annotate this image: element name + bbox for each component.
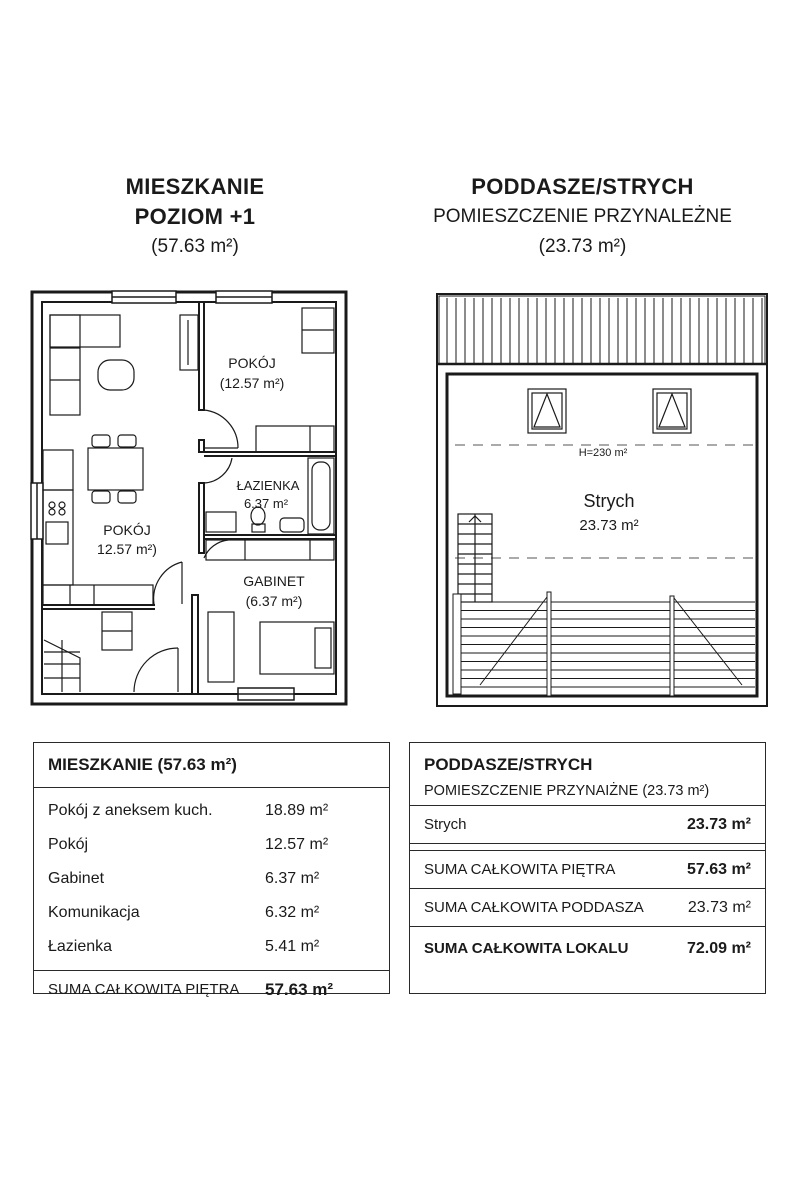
row-value: 5.41 m² bbox=[265, 938, 320, 955]
row-label: SUMA CAŁKOWITA PODDASZA bbox=[424, 899, 644, 916]
entrance-door bbox=[134, 648, 178, 692]
roof-overhang bbox=[439, 296, 765, 364]
table-subtitle: POMIESZCZENIE PRZYNAIŻNE (23.73 m²) bbox=[424, 783, 710, 799]
door bbox=[204, 410, 238, 448]
sofa bbox=[50, 315, 120, 415]
floor-area: (57.63 m²) bbox=[151, 236, 239, 257]
room-label-office: GABINET bbox=[243, 573, 305, 589]
stairs bbox=[44, 612, 132, 692]
row-label: SUMA CAŁKOWITA LOKALU bbox=[424, 940, 629, 957]
attic-subtitle: POMIESZCZENIE PRZYNALEŻNE bbox=[433, 206, 732, 227]
row-value: 6.32 m² bbox=[265, 904, 320, 921]
floor-title: MIESZKANIE bbox=[125, 174, 265, 199]
floor-level: POZIOM +1 bbox=[134, 204, 256, 229]
row-value: 12.57 m² bbox=[265, 836, 329, 853]
attic-area: (23.73 m²) bbox=[538, 236, 627, 257]
table-row bbox=[34, 828, 389, 862]
apartment-floor-plan bbox=[30, 290, 350, 710]
window bbox=[112, 291, 176, 303]
height-note: H=230 m² bbox=[578, 447, 628, 459]
outer-walls bbox=[32, 292, 346, 704]
door bbox=[154, 562, 182, 604]
attic-area-table bbox=[409, 742, 766, 994]
row-value: 23.73 m² bbox=[687, 898, 751, 916]
bathtub bbox=[308, 458, 334, 534]
total-label: SUMA CAŁKOWITA PIĘTRA bbox=[48, 981, 240, 998]
table-row bbox=[410, 888, 765, 926]
dining-table bbox=[88, 435, 143, 503]
door bbox=[204, 458, 232, 483]
shelf bbox=[206, 540, 334, 560]
room-list bbox=[34, 787, 389, 970]
roof-slope bbox=[453, 592, 755, 696]
armchair bbox=[98, 360, 134, 390]
tv-unit bbox=[180, 315, 198, 370]
attic-room-area: 23.73 m² bbox=[579, 517, 639, 534]
sink bbox=[206, 512, 304, 532]
table-title-row bbox=[34, 743, 389, 787]
row-value: 23.73 m² bbox=[686, 815, 751, 833]
table-row bbox=[34, 862, 389, 896]
table-row bbox=[410, 850, 765, 888]
room-label-living: POKÓJ bbox=[103, 522, 151, 538]
table-row bbox=[410, 926, 765, 970]
skylight-window bbox=[528, 389, 566, 433]
row-value: 57.63 m² bbox=[686, 860, 751, 878]
attic-header bbox=[405, 172, 760, 262]
total-row bbox=[34, 970, 389, 1008]
table-row bbox=[34, 896, 389, 930]
room-area-living: 12.57 m²) bbox=[97, 541, 157, 557]
room-label-bathroom: ŁAZIENKA bbox=[236, 478, 300, 493]
window bbox=[238, 688, 294, 700]
window bbox=[31, 483, 43, 539]
row-label: Pokój bbox=[48, 836, 89, 853]
attic-walls bbox=[447, 374, 757, 696]
attic-title: PODDASZE/STRYCH bbox=[471, 174, 694, 199]
total-value: 57.63 m² bbox=[265, 979, 334, 999]
row-label: Pokój z aneksem kuch. bbox=[48, 802, 213, 819]
room-area-office: (6.37 m²) bbox=[245, 593, 303, 609]
table-title: MIESZKANIE (57.63 m²) bbox=[48, 755, 237, 774]
attic-room-label: Strych bbox=[583, 491, 635, 511]
desk bbox=[256, 426, 334, 452]
table-row bbox=[34, 930, 389, 964]
skylight-window bbox=[653, 389, 691, 433]
room-area-bedroom: (12.57 m²) bbox=[219, 375, 285, 391]
row-label: Strych bbox=[424, 816, 467, 833]
table-title-block bbox=[410, 743, 765, 805]
row-label: Komunikacja bbox=[48, 904, 140, 921]
sofa-bed bbox=[208, 612, 334, 682]
apartment-area-table bbox=[33, 742, 390, 999]
row-value: 18.89 m² bbox=[265, 802, 329, 819]
floor-header bbox=[95, 172, 295, 262]
table-row bbox=[410, 805, 765, 843]
row-label: Gabinet bbox=[48, 870, 105, 887]
divider bbox=[410, 843, 765, 850]
interior-walls bbox=[42, 302, 336, 694]
room-label-bedroom: POKÓJ bbox=[228, 355, 276, 371]
attic-floor-plan bbox=[435, 292, 775, 710]
row-value: 72.09 m² bbox=[686, 939, 751, 957]
row-label: SUMA CAŁKOWITA PIĘTRA bbox=[424, 861, 616, 878]
door bbox=[204, 540, 228, 558]
table-row bbox=[34, 794, 389, 828]
wardrobe bbox=[302, 308, 334, 353]
row-value: 6.37 m² bbox=[265, 870, 320, 887]
room-area-bathroom: 6.37 m² bbox=[243, 496, 289, 511]
row-label: Łazienka bbox=[48, 938, 113, 955]
window bbox=[216, 291, 272, 303]
table-title: PODDASZE/STRYCH bbox=[424, 755, 593, 774]
